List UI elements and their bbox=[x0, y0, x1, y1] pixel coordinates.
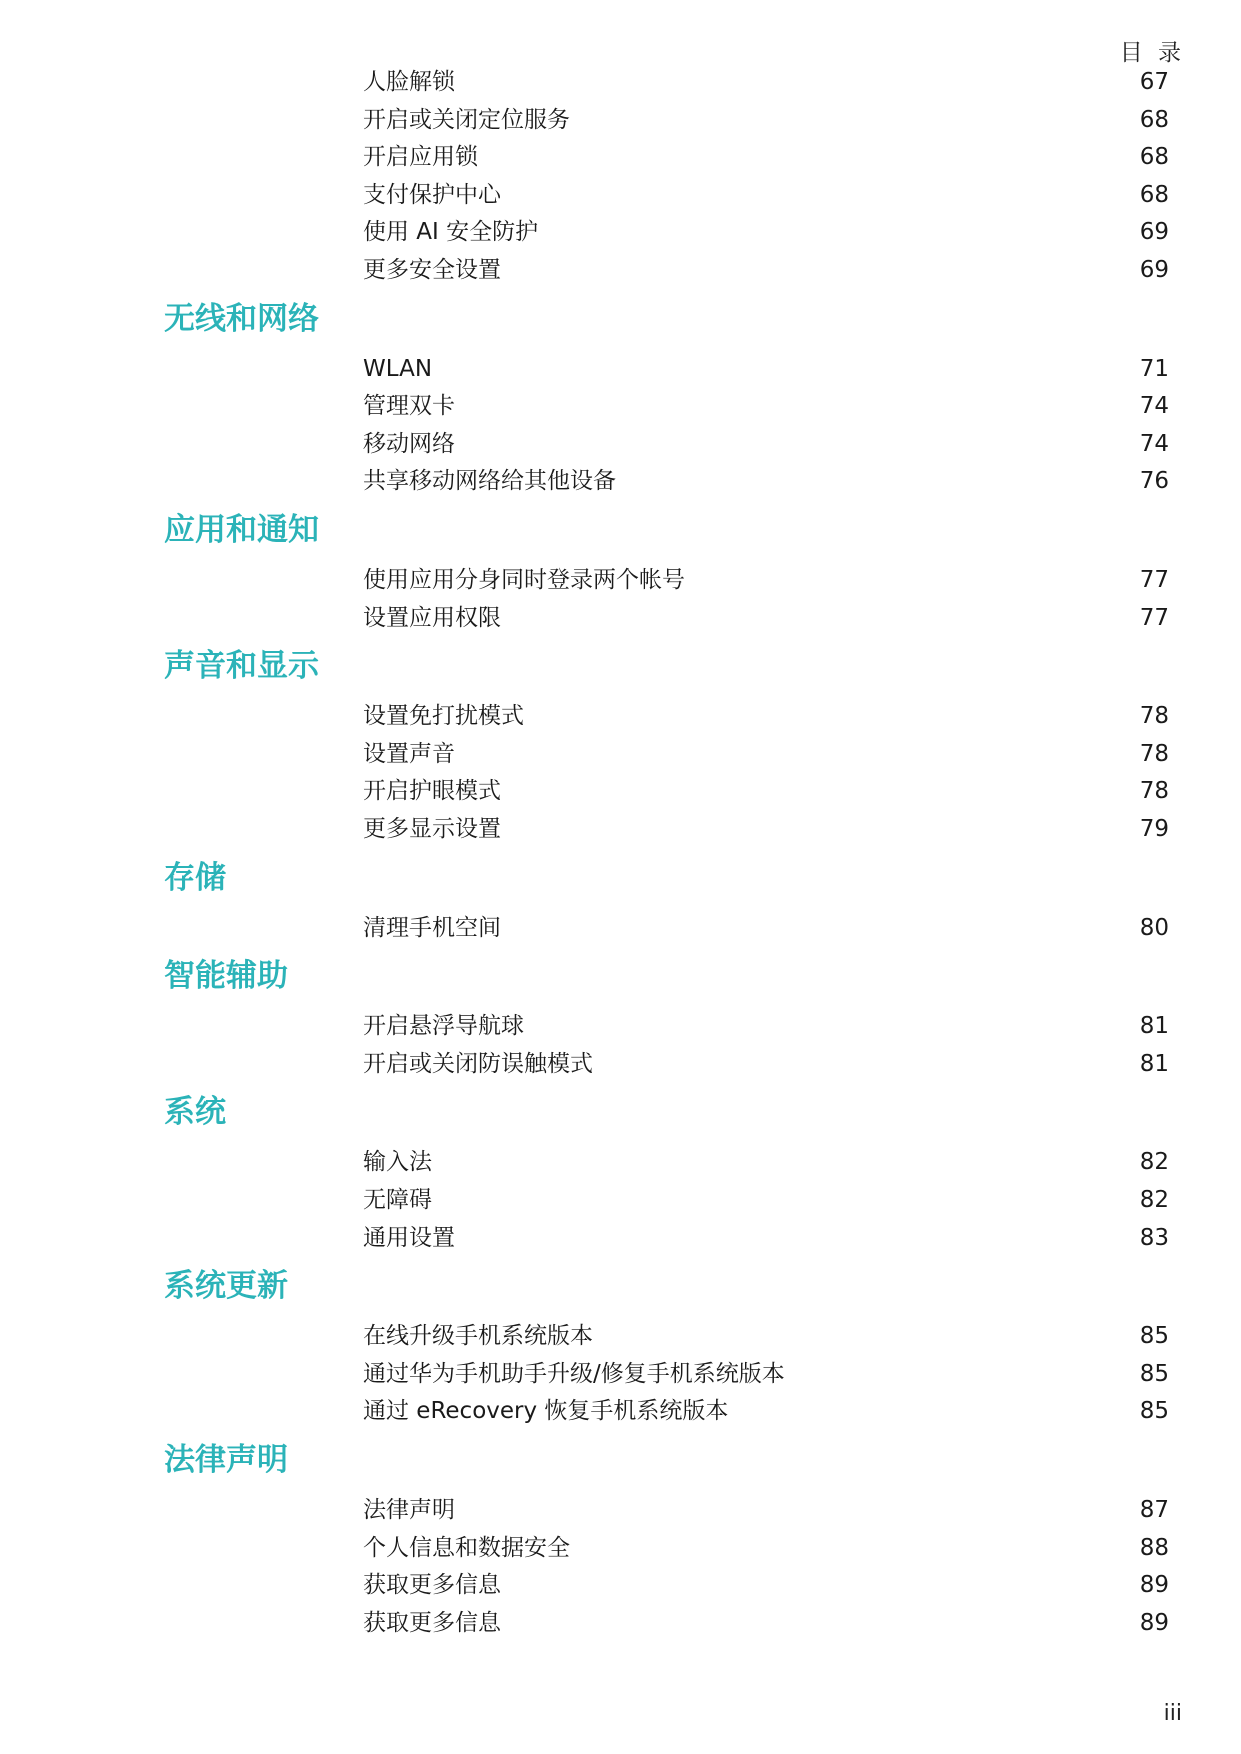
toc-entry-title: 设置声音 bbox=[363, 740, 455, 767]
toc-entry-page: 85 bbox=[1139, 1360, 1169, 1387]
toc-entry[interactable] bbox=[0, 1393, 1241, 1429]
toc-entry[interactable] bbox=[0, 1318, 1241, 1354]
toc-entry-title: 在线升级手机系统版本 bbox=[363, 1323, 593, 1350]
toc-entry[interactable] bbox=[0, 177, 1241, 213]
toc-entry-page: 68 bbox=[1139, 106, 1169, 133]
toc-entry-page: 88 bbox=[1139, 1534, 1169, 1561]
toc-entry-title: 通过 eRecovery 恢复手机系统版本 bbox=[363, 1398, 729, 1425]
toc-entry-title: 设置免打扰模式 bbox=[363, 703, 524, 730]
toc-entry-page: 74 bbox=[1139, 430, 1169, 457]
toc-entry-title: 法律声明 bbox=[363, 1497, 455, 1523]
toc-entry-title: 通过华为手机助手升级/修复手机系统版本 bbox=[363, 1360, 785, 1387]
toc-entry-page: 77 bbox=[1139, 567, 1169, 593]
toc-entry-title: 使用应用分身同时登录两个帐号 bbox=[363, 567, 685, 593]
toc-entry-title: 共享移动网络给其他设备 bbox=[363, 468, 616, 495]
toc-entry-page: 77 bbox=[1139, 604, 1169, 631]
toc-entry[interactable] bbox=[0, 698, 1241, 734]
toc-entry[interactable] bbox=[0, 1046, 1241, 1082]
toc-entry-page: 83 bbox=[1139, 1224, 1169, 1251]
toc-entry-page: 74 bbox=[1139, 393, 1169, 420]
toc-entry[interactable] bbox=[0, 1567, 1241, 1603]
toc-entry-page: 81 bbox=[1139, 1013, 1169, 1040]
section-heading[interactable]: 无线和网络 bbox=[164, 300, 319, 337]
toc-entry-page: 78 bbox=[1139, 778, 1169, 805]
toc-entry[interactable] bbox=[0, 139, 1241, 175]
toc-entry-page: 68 bbox=[1139, 144, 1169, 171]
toc-entry-page: 69 bbox=[1139, 219, 1169, 246]
toc-entry-title: 设置应用权限 bbox=[363, 604, 501, 631]
toc-entry-page: 79 bbox=[1139, 816, 1169, 842]
toc-entry[interactable] bbox=[0, 214, 1241, 250]
toc-entry-title: 无障碍 bbox=[363, 1187, 432, 1213]
toc-entry[interactable] bbox=[0, 1144, 1241, 1180]
section-heading[interactable]: 应用和通知 bbox=[164, 512, 319, 548]
toc-entry[interactable] bbox=[0, 1530, 1241, 1566]
toc-entry-title: 更多显示设置 bbox=[363, 816, 501, 842]
toc-entry-page: 81 bbox=[1139, 1050, 1169, 1077]
toc-entry-page: 68 bbox=[1139, 181, 1169, 208]
toc-entry-title: 开启悬浮导航球 bbox=[363, 1013, 524, 1040]
toc-entry-title: 支付保护中心 bbox=[363, 181, 501, 208]
toc-entry-page: 87 bbox=[1139, 1497, 1169, 1523]
toc-entry-title: 获取更多信息 bbox=[363, 1609, 501, 1636]
section-heading[interactable]: 智能辅助 bbox=[164, 958, 288, 995]
toc-entry-title: 获取更多信息 bbox=[363, 1572, 501, 1599]
page-number: iii bbox=[1163, 1701, 1182, 1726]
toc-entry-title: 开启应用锁 bbox=[363, 144, 478, 171]
section-heading[interactable]: 存储 bbox=[164, 859, 226, 896]
toc-entry-title: 使用 AI 安全防护 bbox=[363, 219, 539, 246]
page-header-label: 目 录 bbox=[1119, 40, 1185, 66]
toc-entry[interactable] bbox=[0, 1008, 1241, 1044]
toc-entry-title: 移动网络 bbox=[363, 430, 455, 457]
toc-entry-page: 85 bbox=[1139, 1323, 1169, 1350]
toc-entry-page: 71 bbox=[1139, 355, 1169, 382]
toc-entry-title: 更多安全设置 bbox=[363, 257, 501, 283]
toc-entry-page: 78 bbox=[1139, 703, 1169, 730]
toc-entry-page: 82 bbox=[1139, 1187, 1169, 1213]
section-heading[interactable]: 声音和显示 bbox=[164, 648, 319, 685]
toc-entry[interactable] bbox=[0, 1356, 1241, 1392]
toc-entry-page: 89 bbox=[1139, 1572, 1169, 1599]
toc-entry[interactable] bbox=[0, 811, 1241, 847]
toc-entry[interactable] bbox=[0, 773, 1241, 809]
toc-entry[interactable] bbox=[0, 910, 1241, 946]
toc-entry-page: 78 bbox=[1139, 740, 1169, 767]
toc-entry-page: 85 bbox=[1139, 1398, 1169, 1425]
toc-entry[interactable] bbox=[0, 736, 1241, 772]
toc-entry-page: 69 bbox=[1139, 257, 1169, 283]
toc-entry[interactable] bbox=[0, 600, 1241, 636]
toc-entry-title: 输入法 bbox=[363, 1149, 432, 1176]
section-heading[interactable]: 系统更新 bbox=[164, 1268, 288, 1305]
toc-entry[interactable] bbox=[0, 1605, 1241, 1641]
toc-entry[interactable] bbox=[0, 463, 1241, 499]
toc-entry[interactable] bbox=[0, 252, 1241, 288]
section-heading[interactable]: 系统 bbox=[164, 1094, 226, 1131]
toc-entry-page: 89 bbox=[1139, 1609, 1169, 1636]
toc-entry[interactable] bbox=[0, 1182, 1241, 1218]
toc-entry[interactable] bbox=[0, 426, 1241, 462]
toc-entry[interactable] bbox=[0, 351, 1241, 387]
toc-entry[interactable] bbox=[0, 388, 1241, 424]
toc-entry-title: 人脸解锁 bbox=[363, 69, 455, 95]
toc-entry-title: 开启护眼模式 bbox=[363, 778, 501, 805]
toc-entry-title: 开启或关闭防误触模式 bbox=[363, 1050, 593, 1077]
toc-entry[interactable] bbox=[0, 562, 1241, 598]
toc-entry-page: 80 bbox=[1139, 914, 1169, 941]
toc-entry-title: 管理双卡 bbox=[363, 393, 455, 420]
section-heading[interactable]: 法律声明 bbox=[164, 1442, 288, 1478]
toc-entry-page: 67 bbox=[1139, 69, 1169, 95]
toc-entry-title: 通用设置 bbox=[363, 1224, 455, 1251]
toc-entry[interactable] bbox=[0, 64, 1241, 100]
toc-entry-page: 76 bbox=[1139, 468, 1169, 495]
toc-entry-title: WLAN bbox=[363, 355, 433, 382]
toc-entry-title: 开启或关闭定位服务 bbox=[363, 106, 570, 133]
toc-entry-title: 清理手机空间 bbox=[363, 914, 501, 941]
toc-entry[interactable] bbox=[0, 102, 1241, 138]
toc-entry-title: 个人信息和数据安全 bbox=[363, 1534, 570, 1561]
toc-entry-page: 82 bbox=[1139, 1149, 1169, 1176]
toc-entry[interactable] bbox=[0, 1220, 1241, 1256]
toc-entry[interactable] bbox=[0, 1492, 1241, 1528]
